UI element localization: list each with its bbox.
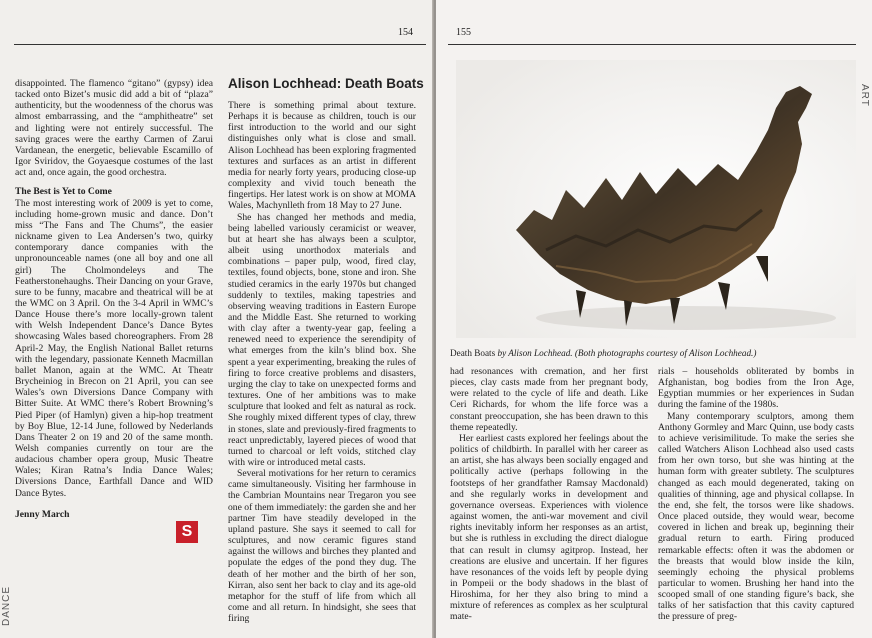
article-column: [228, 100, 416, 624]
page-number-right: 155: [456, 27, 471, 38]
header-rule-left: [14, 44, 426, 45]
article-paragraph-2: She has changed her methods and media, being labelled variously ceramicist or weaver, but at heart she has always been a sculptor, albeit using unorthodox materials and combinations – paper pulp, wood, fired clay, textiles, found objects, bone, stone and iron. She studied ceramics in the early 1970s but changed suddenly to textiles, making tapestries and observing weaving traditions in Eastern Europe and the Middle East. She returned to working with clay after a twenty-year gap, feeling a renewed need to experience the serendipity of what emerges from the kiln’s blind box. She spent a year experimenting, breaking the rules of firing to force creative problems and disasters, urging the clay to take on unexpected forms and textures. One of her ambitions was to make sculpture that looked and felt as natural as rock. She roughly mixed different types of clay, threw in stones, slate and previously-fired fragments to react unpredictably, layered pieces of wood that turned to charcoal or left voids, stitched clay with wire or introduced metal casts.: [228, 211, 416, 468]
article-paragraph-3: Several motivations for her return to ceramics came simultaneously. Visiting her farmhouse in the Cambrian Mountains near Tregaron you see one of them immediately: the garden she and her partner Tim have steadily developed in the upland pasture. She says it seemed to call for sculptures, and now ceramic figures stand against the willows and birches they planted and populate the edges of the pond they dug. The death of her mother and the birth of her son, Kirran, also sent her back to clay and its age-old metaphor for the stuff of life from which all come and all return. In hindsight, she sees that firing: [228, 468, 416, 625]
header-rule-right: [448, 44, 856, 45]
section-label-art: ART: [859, 84, 870, 107]
photo-caption: [450, 348, 756, 358]
publication-logo: S: [176, 521, 198, 543]
section-heading: The Best is Yet to Come: [15, 186, 112, 198]
article-paragraph-1: There is something primal about texture. Perhaps it is because as children, touch is our first introduction to the world and our sight distinguishes only what is close and small. Alison Lochhead has been exploring fragmented textures and surfaces as an artist in different media for nearly forty years, producing close-up complexity and vivid touch beneath the fingertips. Her latest work is on show at MOMA Wales, Machynlleth from 18 May to 27 June.: [228, 100, 416, 212]
right-paragraph-2: Her earliest casts explored her feelings about the politics of childbirth. In parallel with her career as an artist, she has always been socially engaged and politically active (perhaps following in the footsteps of her grandfather Ramsay Macdonald) and she regularly works in development and governance overseas. Experiences with violence against women, the anti-war movement and civil rights inevitably inform her responses as an artist, but she is ruthless in excluding the direct dialogue that can result in clumsy agitprop. Instead, her creations are elusive and uncertain. If her figures have resonances of the voids left by people dying in Pompeii or the body shadows in the blast of Hiroshima, for her they also bring to mind a mixture of references as complex as her sculptural mate-: [450, 432, 648, 623]
author-name: Jenny March: [15, 508, 70, 520]
right-paragraph-4: Many contemporary sculptors, among them Anthony Gormley and Marc Quinn, use body casts to achieve verisimilitude. To make the series she called Watchers Alison Lochhead also used casts from her own torso, but she was hinting at the human form with greater subtlety. The sculptures changed as each mould degenerated, taking on qualities of thinning, age and physical collapse. In the end, she felt, the torsos were like shadows. Once placed outside, they would wear, become covered in lichen and break up, beginning their gradual return to earth. Firing produced remarkable effects: often it was the abdomen or the breasts that would blow inside the kiln, seemingly echoing the physical problems particular to women. Brushing her hand into the scooped small of one standing figure’s back, she talks of her satisfaction that this cavity captured the pressure of preg-: [658, 410, 854, 623]
caption-title: Death Boats: [450, 348, 496, 358]
right-paragraph-1: had resonances with cremation, and her first pieces, clay casts made from her pregnant body, were related to the cycle of life and death. Like Ceri Richards, for whom the life force was a constant preoccupation, she has been drawn to this theme repeatedly.: [450, 366, 648, 433]
dance-body-paragraph: The most interesting work of 2009 is yet to come, including home-grown music and dance. Don’t miss “The Fans and The Chums”, the easier nickname given to Lea Andersen’s two, quirky contemporary dance companies with the unpronounceable names (one all boy and one all girl) The Cholmondeleys and The Featherstonehaughs. Their Dancing on your Grave, sure to be funny, macabre and theatrical will be at the WMC on 3 April. On the 3-4 April in WMC’s Dance House there’s more locally-grown talent with Welsh Independent Dance’s Dance Bytes showcasing Wales based choreographers. From 28 April-2 May, the English National Ballet returns with the legendary, passionate Kenneth Macmillan ballet Manon, again at the WMC. At Theatr Brycheiniog in Brecon on 21 April, you can see Wales’s own Diversions Dance Company with Bitter Suite. At WMC there’s Robert Browning’s Pied Piper (of Hamlyn) given a hip-hop treatment by Boy Blue, 12-14 June, followed by Nederlands Dans Theater 2 on 19 and 20 of the same month. Welsh companies currently on tour are the audacious chamber opera group, Music Theatre Wales; Kiran Ratna’s India Dance Wales; Diversions Dance, Earthfall Dance and WID Dance Bytes.: [15, 197, 213, 499]
page-number-left: 154: [398, 27, 413, 38]
dance-intro-paragraph: disappointed. The flamenco “gitano” (gypsy) idea tacked onto Bizet’s music did add a bit of “plaza” authenticity, but the woodenness of the chorus was almost embarrassing, and the “amphitheatre” set and lighting were not entirely successful. The saving graces were the earthy Carmen of Zarui Vardanean, the energetic, believable Escamillo of Igor Sviridov, the Goyaesque costumes of the last act and, once again, the good orchestra.: [15, 78, 213, 179]
caption-credit: by Alison Lochhead. (Both photographs courtesy of Alison Lochhead.): [495, 348, 757, 358]
dance-column: [15, 78, 213, 520]
section-label-dance: DANCE: [1, 585, 12, 626]
right-column-1: [450, 366, 648, 623]
sculpture-photo: [456, 60, 856, 338]
right-column-2: [658, 366, 854, 623]
right-paragraph-3: rials – households obliterated by bombs in Afghanistan, bog bodies from the Iron Age, Egyptian mummies or her experiences in Sudan during the famine of the 1980s.: [658, 366, 854, 411]
right-page: [436, 0, 872, 638]
left-page: [0, 0, 434, 638]
article-title: Alison Lochhead: Death Boats: [228, 76, 424, 91]
